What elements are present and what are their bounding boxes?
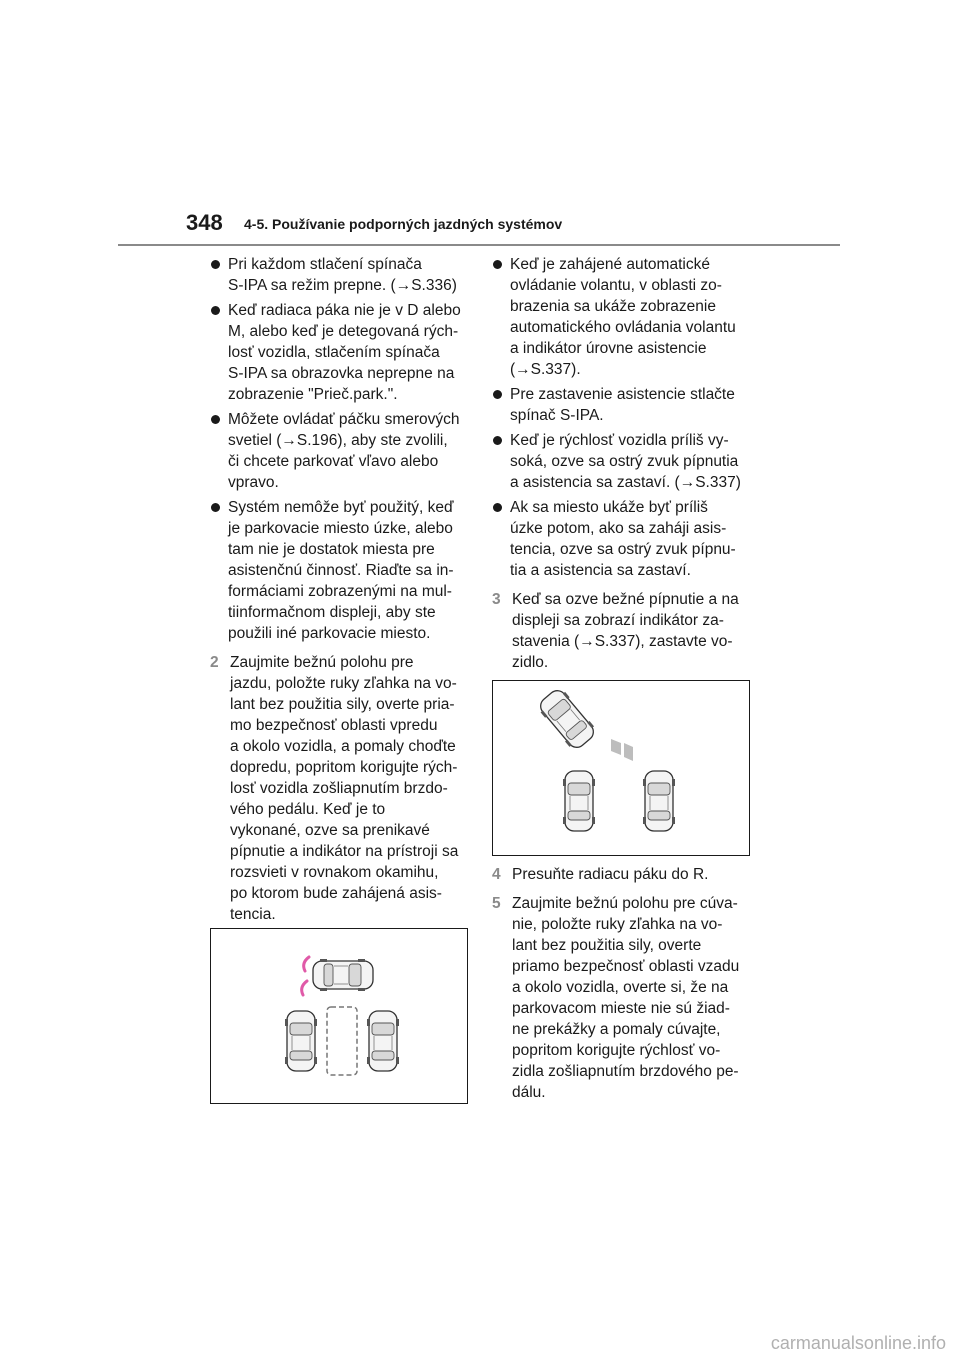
parked-car-left-icon — [563, 771, 595, 831]
text-line: parkovacom mieste nie sú žiad- — [512, 1000, 730, 1017]
text-line: mo bezpečnosť oblasti vpredu — [230, 717, 438, 734]
text-line: svetiel (→S.196), aby ste zvolili, — [228, 432, 448, 449]
text-line: pípnutie a indikátor na prístroji sa — [230, 843, 459, 860]
text-line: S-IPA sa režim prepne. (→S.336) — [228, 277, 457, 294]
text-line: tia a asistencia sa zastaví. — [510, 562, 691, 579]
bullet-item — [210, 409, 472, 493]
bullet-item — [492, 384, 756, 426]
text-line: Keď je zahájené automatické — [510, 256, 710, 273]
text-line: použili iné parkovacie miesto. — [228, 625, 431, 642]
text-line: popritom korigujte rýchlosť vo- — [512, 1042, 721, 1059]
step-2 — [210, 652, 472, 925]
text-line: a indikátor úrovne asistencie — [510, 340, 707, 357]
text-line: Keď radiaca páka nie je v D alebo — [228, 302, 461, 319]
text-line: vpravo. — [228, 474, 279, 491]
moving-car-angled-icon — [535, 686, 598, 753]
bullet-dot-icon — [211, 260, 220, 269]
text-line: zidlo. — [512, 654, 549, 671]
footer-watermark[interactable]: carmanualsonline.info — [770, 1333, 946, 1353]
text-line: zidla zošliapnutím brzdového pe- — [512, 1063, 739, 1080]
text-line: a asistencia sa zastaví. (→S.337) — [510, 474, 741, 491]
text-line: či chcete parkovať vľavo alebo — [228, 453, 439, 470]
text-line: a okolo vozidla, a pomaly choďte — [230, 738, 456, 755]
text-line: dálu. — [512, 1084, 546, 1101]
text-line: soká, ozve sa ostrý zvuk pípnutia — [510, 453, 739, 470]
text-line: dopredu, popritom korigujte rých- — [230, 759, 458, 776]
bullet-item — [492, 254, 756, 380]
text-line: je parkovacie miesto úzke, alebo — [228, 520, 453, 537]
parking-illustration-1 — [210, 928, 468, 1104]
parking-illustration-2 — [492, 680, 750, 856]
parking-diagram-svg — [493, 681, 749, 855]
parked-car-left-icon — [285, 1011, 317, 1071]
parking-diagram-svg — [211, 929, 467, 1103]
text-line: vykonané, ozve sa prenikavé — [230, 822, 430, 839]
bullet-dot-icon — [211, 503, 220, 512]
sensor-wave-icon — [304, 957, 309, 971]
left-column — [210, 254, 472, 931]
parked-car-right-icon — [367, 1011, 399, 1071]
text-line: (→S.337). — [510, 361, 581, 378]
text-line: Presuňte radiacu páku do R. — [512, 866, 709, 883]
bullet-item — [492, 497, 756, 581]
text-line: ne prekážky a pomaly cúvajte, — [512, 1021, 721, 1038]
text-line: po ktorom bude zahájená asis- — [230, 885, 442, 902]
target-parking-space — [327, 1007, 357, 1075]
page-number: 348 — [186, 210, 223, 235]
moving-car-icon — [313, 959, 373, 991]
bullet-item — [210, 300, 472, 405]
text-line: S-IPA sa obrazovka neprepne na — [228, 365, 455, 382]
step-number: 5 — [492, 895, 501, 912]
bullet-dot-icon — [493, 390, 502, 399]
bullet-item — [210, 254, 472, 296]
text-line: lant bez použitia sily, overte — [512, 937, 702, 954]
text-line: losť vozidla, stlačením spínača — [228, 344, 440, 361]
bullet-item — [210, 497, 472, 644]
text-line: Pri každom stlačení spínača — [228, 256, 422, 273]
text-line: zobrazenie "Prieč.park.". — [228, 386, 398, 403]
right-column — [492, 254, 756, 679]
text-line: Keď sa ozve bežné pípnutie a na — [512, 591, 739, 608]
text-line: automatického ovládania volantu — [510, 319, 736, 336]
text-line: priamo bezpečnosť oblasti vzadu — [512, 958, 740, 975]
text-line: a okolo vozidla, overte si, že na — [512, 979, 729, 996]
text-line: tam nie je dostatok miesta pre — [228, 541, 435, 558]
text-line: tencia. — [230, 906, 276, 923]
step-4 — [492, 864, 756, 885]
step-5 — [492, 893, 756, 1103]
bullet-dot-icon — [493, 260, 502, 269]
step-number: 4 — [492, 866, 501, 883]
reverse-direction-arrow-icon — [611, 739, 633, 761]
text-line: tiinformačnom displeji, aby ste — [228, 604, 436, 621]
text-line: spínač S-IPA. — [510, 407, 604, 424]
text-line: tencia, ozve sa ostrý zvuk pípnu- — [510, 541, 736, 558]
text-line: úzke potom, ako sa zaháji asis- — [510, 520, 727, 537]
text-line: formáciami zobrazenými na mul- — [228, 583, 452, 600]
text-line: Keď je rýchlosť vozidla príliš vy- — [510, 432, 729, 449]
parked-car-right-icon — [643, 771, 675, 831]
text-line: stavenia (→S.337), zastavte vo- — [512, 633, 733, 650]
bullet-dot-icon — [211, 415, 220, 424]
step-number: 2 — [210, 654, 219, 671]
bullet-dot-icon — [493, 436, 502, 445]
text-line: lant bez použitia sily, overte pria- — [230, 696, 455, 713]
page-header — [0, 0, 960, 250]
chapter-title: 4-5. Používanie podporných jazdných systémov — [244, 216, 563, 232]
text-line: rozsvieti v rovnakom okamihu, — [230, 864, 439, 881]
header-divider — [118, 244, 840, 246]
text-line: ovládanie volantu, v oblasti zo- — [510, 277, 722, 294]
text-line: Ak sa miesto ukáže byť príliš — [510, 499, 708, 516]
text-line: Zaujmite bežnú polohu pre cúva- — [512, 895, 738, 912]
right-column-continued — [492, 856, 756, 1109]
bullet-dot-icon — [493, 503, 502, 512]
text-line: Pre zastavenie asistencie stlačte — [510, 386, 735, 403]
step-number: 3 — [492, 591, 501, 608]
bullet-dot-icon — [211, 306, 220, 315]
sensor-wave-icon — [302, 981, 307, 995]
text-line: M, alebo keď je detegovaná rých- — [228, 323, 459, 340]
text-line: vého pedálu. Keď je to — [230, 801, 386, 818]
text-line: jazdu, položte ruky zľahka na vo- — [230, 675, 457, 692]
text-line: displeji sa zobrazí indikátor za- — [512, 612, 724, 629]
text-line: Systém nemôže byť použitý, keď — [228, 499, 454, 516]
text-line: losť vozidla zošliapnutím brzdo- — [230, 780, 448, 797]
text-line: nie, položte ruky zľahka na vo- — [512, 916, 723, 933]
text-line: asistenčnú činnosť. Riaďte sa in- — [228, 562, 454, 579]
text-line: brazenia sa ukáže zobrazenie — [510, 298, 716, 315]
text-line: Zaujmite bežnú polohu pre — [230, 654, 414, 671]
step-3 — [492, 589, 756, 673]
text-line: Môžete ovládať páčku smerových — [228, 411, 460, 428]
bullet-item — [492, 430, 756, 493]
